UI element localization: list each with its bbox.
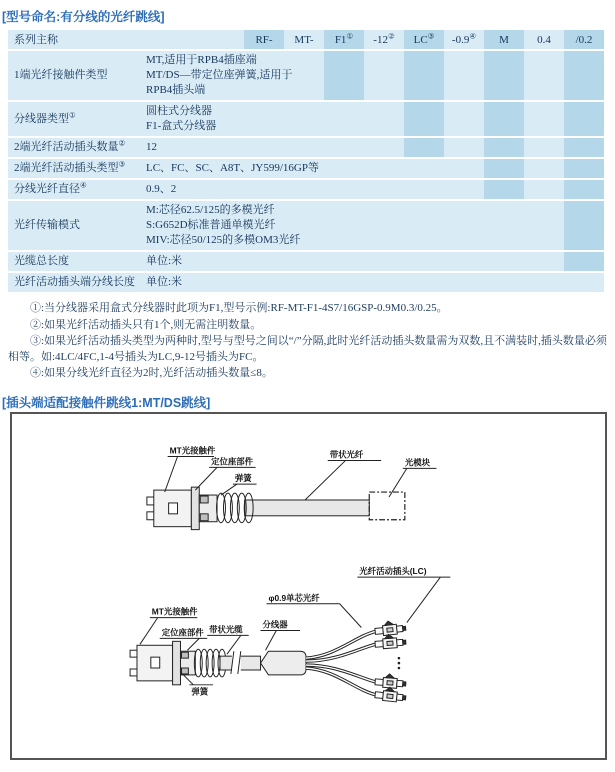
filler-cell [524, 102, 564, 136]
table-row-content: 0.9、2 [146, 183, 177, 195]
optical-module-outline [369, 492, 405, 520]
table-row-content: 圆柱式分线器 F1-盒式分线器 [146, 105, 217, 132]
ribbon-fiber-bar [245, 500, 370, 516]
filler-cell [524, 159, 564, 178]
filler-cell [564, 201, 604, 250]
lc-plug [375, 686, 407, 703]
model-segment-cell: M [484, 30, 524, 49]
table-row-content: M:芯径62.5/125的多模光纤 S:G652D标准普通单模光纤 MIV:芯径50/125的多模OM3光纤 [146, 204, 301, 246]
table-row [8, 138, 404, 157]
filler-cell [564, 159, 604, 178]
filler-cell [444, 51, 484, 100]
filler-cell [524, 201, 564, 250]
lc-plug [375, 673, 407, 689]
series-label: 系列主称 [8, 30, 244, 49]
label-spring: 弹簧 [234, 473, 252, 484]
label-mt-contact: MT光接触件 [169, 445, 216, 456]
mt-contact-lower [130, 641, 195, 684]
filler-cell [524, 51, 564, 100]
filler-cell [484, 102, 524, 136]
table-row-content: LC、FC、SC、A8T、JY599/16GP等 [146, 162, 319, 174]
label-splitter: 分线器 [262, 619, 288, 630]
fanout-fibers [306, 631, 375, 694]
lc-plug [374, 619, 406, 636]
table-row-label: 光纤活动插头端分线长度 [14, 276, 135, 288]
label-seat-2: 定位座部件 [161, 627, 204, 638]
label-ribbon-cable: 带状光缆 [209, 624, 243, 635]
table-row [8, 51, 324, 100]
table-row-content: 单位:米 [146, 255, 183, 267]
notes-block [8, 301, 607, 382]
filler-cell [484, 180, 524, 199]
filler-cell [444, 102, 484, 136]
label-ribbon-fiber: 带状光纤 [329, 449, 364, 460]
table-row-label: 光缆总长度 [14, 255, 69, 267]
ribbon-cable-bar [220, 651, 261, 674]
label-module: 光模块 [404, 457, 431, 468]
table-row [8, 273, 604, 292]
table-row [8, 159, 444, 178]
table-row-content: MT,适用于RPB4插座端 MT/DS—带定位座弹簧,适用于 RPB4插头端 [146, 54, 293, 96]
table-row [8, 252, 564, 271]
table-row-label: 1端光纤接触件类型 [14, 69, 108, 81]
model-segment-cell: 0.4 [524, 30, 564, 49]
cable-diagram [12, 414, 601, 754]
table-row-content: 单位:米 [146, 276, 183, 288]
label-plug-lc: 光纤活动插头(LC) [359, 566, 427, 577]
lower-assembly [130, 566, 450, 703]
filler-cell [564, 51, 604, 100]
model-segment-cell: LC③ [404, 30, 444, 49]
section-title-model-naming: [型号命名:有分线的光纤跳线] [2, 10, 165, 24]
mt-contact-upper [147, 487, 217, 530]
filler-cell [564, 252, 604, 271]
filler-cell [484, 51, 524, 100]
label-mt-contact-2: MT光接触件 [151, 606, 198, 617]
model-segment-cell: -0.9④ [444, 30, 484, 49]
filler-cell [444, 138, 484, 157]
model-segment-cell: F1① [324, 30, 364, 49]
filler-cell [364, 102, 404, 136]
filler-cell [364, 51, 404, 100]
filler-cell [524, 180, 564, 199]
model-naming-table [8, 30, 604, 292]
ellipsis-dots [398, 657, 401, 669]
label-fiber09: φ0.9单芯光纤 [268, 592, 320, 603]
filler-cell [404, 51, 444, 100]
table-row-label: 分线光纤直径④ [14, 180, 87, 195]
table-row-label: 2端光纤活动插头类型③ [14, 159, 126, 174]
model-segment-cell: RF- [244, 30, 284, 49]
diagram-box [10, 412, 607, 760]
label-spring-2: 弹簧 [191, 686, 209, 697]
table-row-label: 光纤传输模式 [14, 219, 80, 231]
note: ③:如果光纤活动插头类型为两种时,型号与型号之间以“/”分隔,此时光纤活动插头数量需为双数,且不满装时,插头数量必须相等。如:4LC/4FC,1-4号插头为LC,9-12号插头为FC。 [8, 335, 607, 363]
table-row [8, 201, 524, 250]
note: ①:当分线器采用盒式分线器时此项为F1,型号示例:RF-MT-F1-4S7/16GSP-0.9M0.3/0.25。 [30, 302, 448, 314]
table-row-label: 2端光纤活动插头数量② [14, 138, 126, 153]
label-seat: 定位座部件 [211, 456, 254, 467]
upper-assembly [147, 446, 437, 530]
splitter-body [261, 651, 306, 675]
table-row-content: 12 [146, 141, 157, 153]
filler-cell [524, 138, 564, 157]
model-segment-cell: /0.2 [564, 30, 604, 49]
filler-cell [564, 138, 604, 157]
lc-plugs [374, 619, 406, 702]
filler-cell [484, 159, 524, 178]
filler-cell [564, 102, 604, 136]
filler-cell [444, 159, 484, 178]
section-title-jumper1: [插头端适配接触件跳线1:MT/DS跳线] [2, 395, 211, 410]
lc-plug [375, 633, 407, 649]
model-segment-cell: -12② [364, 30, 404, 49]
note: ②:如果光纤活动插头只有1个,则无需注明数量。 [30, 318, 262, 331]
table-row [8, 180, 484, 199]
filler-cell [484, 138, 524, 157]
filler-cell [404, 102, 444, 136]
lower-callouts [140, 566, 450, 697]
note: ④:如果分线光纤直径为2时,光纤活动插头数量≤8。 [30, 367, 273, 379]
filler-cell [404, 138, 444, 157]
model-segment-cell: MT- [284, 30, 324, 49]
table-row [8, 102, 364, 136]
filler-cell [564, 180, 604, 199]
filler-cell [324, 51, 364, 100]
table-row-label: 分线器类型① [14, 109, 76, 125]
